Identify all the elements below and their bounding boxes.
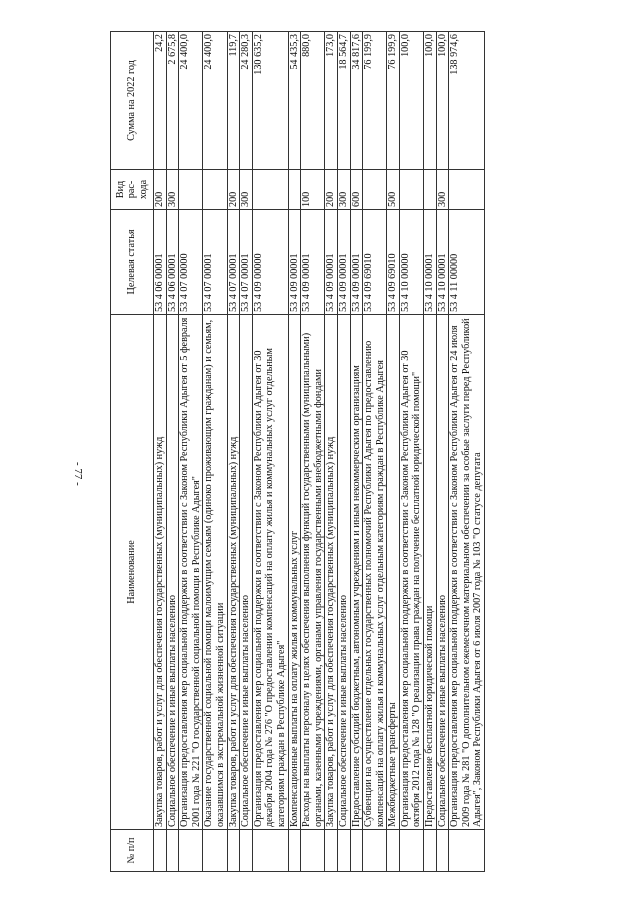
header-name: Наименование	[111, 315, 154, 830]
cell-kind	[424, 170, 437, 210]
cell-kind	[449, 170, 485, 210]
table-row	[424, 32, 437, 872]
cell-code: 53 4 09 69010	[363, 210, 387, 315]
cell-sum: 76 199,9	[387, 32, 400, 170]
cell-kind: 200	[325, 170, 338, 210]
cell-num	[350, 830, 363, 872]
cell-kind: 300	[337, 170, 350, 210]
cell-kind: 200	[154, 170, 167, 210]
cell-sum: 18 564,7	[337, 32, 350, 170]
budget-table	[110, 31, 485, 872]
cell-kind	[288, 170, 301, 210]
cell-kind	[203, 170, 227, 210]
table-row	[203, 32, 227, 872]
cell-num	[240, 830, 253, 872]
cell-sum: 173,0	[325, 32, 338, 170]
cell-name: Организация предоставления мер социальной поддержки в соответствии с Законом Республики Адыгея от 30 октября 2012 года № 128 "О реализации права граждан на получение бесплатной юридической помощи"	[399, 315, 423, 830]
cell-code: 53 4 10 00000	[399, 210, 423, 315]
cell-code: 53 4 06 00001	[154, 210, 167, 315]
cell-name: Субвенции на осуществление отдельных государственных полномочий Республики Адыгея по предоставлению компенсаций на оплату жилья и коммунальных услуг отдельным категориям граждан в Республике Адыгея	[363, 315, 387, 830]
cell-code: 53 4 11 00000	[449, 210, 485, 315]
cell-kind	[363, 170, 387, 210]
cell-num	[449, 830, 485, 872]
cell-kind: 600	[350, 170, 363, 210]
cell-num	[203, 830, 227, 872]
cell-name: Закупка товаров, работ и услуг для обеспечения государственных (муниципальных) нужд	[325, 315, 338, 830]
cell-sum: 130 635,2	[252, 32, 288, 170]
cell-sum: 24 400,0	[203, 32, 227, 170]
cell-name: Социальное обеспечение и иные выплаты населению	[240, 315, 253, 830]
cell-code: 53 4 07 00001	[203, 210, 227, 315]
table-row	[399, 32, 423, 872]
header-num: № п/п	[111, 830, 154, 872]
cell-num	[424, 830, 437, 872]
cell-sum: 100,0	[436, 32, 449, 170]
cell-code: 53 4 09 00001	[350, 210, 363, 315]
cell-sum: 100,0	[424, 32, 437, 170]
cell-name: Социальное обеспечение и иные выплаты населению	[166, 315, 179, 830]
cell-code: 53 4 07 00001	[227, 210, 240, 315]
cell-name: Закупка товаров, работ и услуг для обеспечения государственных (муниципальных) нужд	[154, 315, 167, 830]
table-row	[350, 32, 363, 872]
cell-kind: 300	[436, 170, 449, 210]
cell-code: 53 4 09 69010	[387, 210, 400, 315]
cell-sum: 24 400,0	[179, 32, 203, 170]
table-header-row	[111, 32, 154, 872]
table-row	[387, 32, 400, 872]
table-row	[154, 32, 167, 872]
cell-name: Закупка товаров, работ и услуг для обеспечения государственных (муниципальных) нужд	[227, 315, 240, 830]
cell-code: 53 4 09 00001	[325, 210, 338, 315]
cell-kind: 500	[387, 170, 400, 210]
table-row	[179, 32, 203, 872]
cell-code: 53 4 09 00000	[252, 210, 288, 315]
cell-num	[363, 830, 387, 872]
cell-kind	[252, 170, 288, 210]
cell-name: Организация предоставления мер социальной поддержки в соответствии с Законом Республики Адыгея от 24 июля 2009 года № 281 "О дополнительном ежемесячном материальном обеспечении за особые заслуги перед Республикой Адыгея", Законом Республики Адыгея от 6 июля 2007 года № 103 "О статусе депутата	[449, 315, 485, 830]
table-row	[436, 32, 449, 872]
cell-code: 53 4 09 00001	[301, 210, 325, 315]
table-row	[449, 32, 485, 872]
cell-num	[387, 830, 400, 872]
cell-sum: 34 817,6	[350, 32, 363, 170]
table-row	[363, 32, 387, 872]
cell-code: 53 4 09 00001	[337, 210, 350, 315]
cell-num	[337, 830, 350, 872]
cell-num	[301, 830, 325, 872]
cell-num	[166, 830, 179, 872]
cell-code: 53 4 10 00001	[436, 210, 449, 315]
cell-num	[325, 830, 338, 872]
cell-kind: 200	[227, 170, 240, 210]
cell-name: Межбюджетные трансферты	[387, 315, 400, 830]
cell-num	[399, 830, 423, 872]
cell-code: 53 4 07 00001	[240, 210, 253, 315]
cell-num	[154, 830, 167, 872]
cell-name: Предоставление бесплатной юридической помощи	[424, 315, 437, 830]
table-row	[252, 32, 288, 872]
cell-sum: 119,7	[227, 32, 240, 170]
cell-num	[179, 830, 203, 872]
cell-kind	[399, 170, 423, 210]
table-row	[301, 32, 325, 872]
cell-sum: 880,0	[301, 32, 325, 170]
table-row	[288, 32, 301, 872]
cell-name: Организация предоставления мер социальной поддержки в соответствии с Законом Республики Адыгея от 30 декабря 2004 года № 276 "О предоставлении компенсаций на оплату жилья и коммунальных услуг отдельным категориям граждан в Республике Адыгея"	[252, 315, 288, 830]
cell-sum: 138 974,6	[449, 32, 485, 170]
cell-num	[436, 830, 449, 872]
cell-name: Предоставление субсидий бюджетным, автономным учреждениям и иным некоммерческим организациям	[350, 315, 363, 830]
cell-code: 53 4 06 00001	[166, 210, 179, 315]
table-row	[240, 32, 253, 872]
table-row	[325, 32, 338, 872]
page-number: - 77 -	[72, 462, 84, 486]
table-row	[227, 32, 240, 872]
header-code: Целевая статья	[111, 210, 154, 315]
cell-kind: 300	[166, 170, 179, 210]
cell-name: Социальное обеспечение и иные выплаты населению	[337, 315, 350, 830]
cell-sum: 54 435,3	[288, 32, 301, 170]
cell-name: Компенсационные выплаты на оплату жилья и коммунальных услуг	[288, 315, 301, 830]
cell-code: 53 4 10 00001	[424, 210, 437, 315]
cell-name: Оказание государственной социальной помощи малоимущим семьям (одиноко проживающим гражданам) и семьям, оказавшимся в экстремальной жизненной ситуации	[203, 315, 227, 830]
cell-name: Организация предоставления мер социальной поддержки в соответствии с Законом Республики Адыгея от 5 февраля 2001 года № 221 "О государственной социальной помощи в Республике Адыгея"	[179, 315, 203, 830]
cell-sum: 76 199,9	[363, 32, 387, 170]
cell-kind: 100	[301, 170, 325, 210]
page-number-area	[40, 10, 84, 915]
cell-name: Социальное обеспечение и иные выплаты населению	[436, 315, 449, 830]
table-row	[337, 32, 350, 872]
cell-num	[227, 830, 240, 872]
cell-sum: 100,0	[399, 32, 423, 170]
rotated-sheet	[110, 32, 514, 872]
cell-sum: 2 675,8	[166, 32, 179, 170]
cell-kind	[179, 170, 203, 210]
cell-sum: 24,2	[154, 32, 167, 170]
cell-code: 53 4 09 00001	[288, 210, 301, 315]
cell-num	[252, 830, 288, 872]
cell-kind: 300	[240, 170, 253, 210]
cell-code: 53 4 07 00000	[179, 210, 203, 315]
table-row	[166, 32, 179, 872]
cell-name: Расходы на выплаты персоналу в целях обеспечения выполнения функций государственными (муниципальными) органами, казенными учреждениями, органами управления государственными внебюджетными фондами	[301, 315, 325, 830]
cell-num	[288, 830, 301, 872]
header-sum: Сумма на 2022 год	[111, 32, 154, 170]
cell-sum: 24 280,3	[240, 32, 253, 170]
header-kind: Вид рас-хода	[111, 170, 154, 210]
